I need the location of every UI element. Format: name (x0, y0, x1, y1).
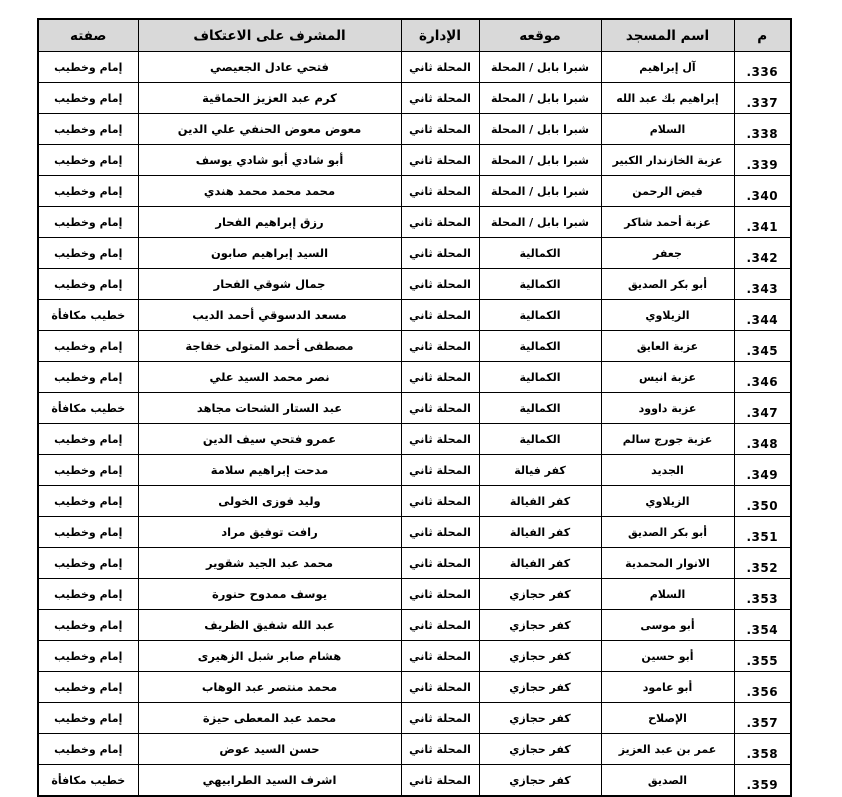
cell-mosque-name: الزيلاوي (601, 486, 734, 517)
cell-number: .341 (734, 207, 791, 238)
cell-role: إمام وخطيب (38, 331, 138, 362)
cell-location: شبرا بابل / المحلة (479, 52, 601, 83)
cell-location: الكمالية (479, 238, 601, 269)
cell-role: إمام وخطيب (38, 703, 138, 734)
cell-mosque-name: أبو حسين (601, 641, 734, 672)
table-row (38, 486, 791, 517)
cell-administration: المحلة ثاني (401, 145, 479, 176)
cell-administration: المحلة ثاني (401, 517, 479, 548)
cell-mosque-name: أبو موسى (601, 610, 734, 641)
table-row (38, 610, 791, 641)
column-header-mosque-name: اسم المسجد (601, 19, 734, 52)
cell-itikaf-supervisor: رافت توفيق مراد (138, 517, 401, 548)
mosques-table (37, 18, 792, 797)
cell-itikaf-supervisor: محمد عبد الجيد شقوير (138, 548, 401, 579)
cell-location: كفر حجازي (479, 765, 601, 797)
cell-mosque-name: أبو عامود (601, 672, 734, 703)
cell-role: إمام وخطيب (38, 52, 138, 83)
table-row (38, 455, 791, 486)
cell-itikaf-supervisor: رزق إبراهيم الفحار (138, 207, 401, 238)
cell-location: شبرا بابل / المحلة (479, 114, 601, 145)
cell-role: إمام وخطيب (38, 83, 138, 114)
cell-administration: المحلة ثاني (401, 765, 479, 797)
cell-role: إمام وخطيب (38, 672, 138, 703)
column-header-itikaf-supervisor: المشرف على الاعتكاف (138, 19, 401, 52)
table-row (38, 83, 791, 114)
cell-number: .339 (734, 145, 791, 176)
cell-itikaf-supervisor: عبد الله شفيق الظريف (138, 610, 401, 641)
cell-administration: المحلة ثاني (401, 269, 479, 300)
table-row (38, 300, 791, 331)
column-header-role: صفته (38, 19, 138, 52)
cell-role: إمام وخطيب (38, 176, 138, 207)
cell-location: الكمالية (479, 331, 601, 362)
cell-location: شبرا بابل / المحلة (479, 83, 601, 114)
cell-administration: المحلة ثاني (401, 114, 479, 145)
table-row (38, 765, 791, 797)
cell-role: إمام وخطيب (38, 424, 138, 455)
cell-role: إمام وخطيب (38, 269, 138, 300)
cell-number: .343 (734, 269, 791, 300)
table-row (38, 548, 791, 579)
cell-role: إمام وخطيب (38, 517, 138, 548)
cell-role: إمام وخطيب (38, 548, 138, 579)
cell-itikaf-supervisor: مسعد الدسوقي أحمد الديب (138, 300, 401, 331)
cell-number: .342 (734, 238, 791, 269)
cell-mosque-name: الزيلاوي (601, 300, 734, 331)
cell-location: الكمالية (479, 393, 601, 424)
cell-number: .346 (734, 362, 791, 393)
table-row (38, 269, 791, 300)
cell-administration: المحلة ثاني (401, 424, 479, 455)
cell-role: إمام وخطيب (38, 455, 138, 486)
cell-mosque-name: السلام (601, 114, 734, 145)
cell-itikaf-supervisor: محمد عبد المعطى حيزة (138, 703, 401, 734)
table-row (38, 176, 791, 207)
table-row (38, 734, 791, 765)
cell-number: .359 (734, 765, 791, 797)
cell-number: .338 (734, 114, 791, 145)
cell-mosque-name: الإصلاح (601, 703, 734, 734)
table-header-row (38, 19, 791, 52)
cell-itikaf-supervisor: نصر محمد السيد علي (138, 362, 401, 393)
cell-role: خطيب مكافأة (38, 393, 138, 424)
cell-administration: المحلة ثاني (401, 548, 479, 579)
cell-role: إمام وخطيب (38, 114, 138, 145)
cell-administration: المحلة ثاني (401, 579, 479, 610)
table-row (38, 672, 791, 703)
cell-administration: المحلة ثاني (401, 641, 479, 672)
cell-itikaf-supervisor: عمرو فتحي سيف الدين (138, 424, 401, 455)
cell-location: كفر حجازي (479, 610, 601, 641)
cell-mosque-name: الجديد (601, 455, 734, 486)
cell-number: .344 (734, 300, 791, 331)
cell-number: .340 (734, 176, 791, 207)
cell-itikaf-supervisor: جمال شوقي الفحار (138, 269, 401, 300)
cell-itikaf-supervisor: وليد فوزى الخولى (138, 486, 401, 517)
cell-itikaf-supervisor: مصطفى أحمد المتولى خفاجة (138, 331, 401, 362)
cell-number: .337 (734, 83, 791, 114)
cell-location: شبرا بابل / المحلة (479, 145, 601, 176)
table-row (38, 517, 791, 548)
cell-mosque-name: جعفر (601, 238, 734, 269)
cell-itikaf-supervisor: أبو شادي أبو شادي يوسف (138, 145, 401, 176)
cell-mosque-name: عزبة أحمد شاكر (601, 207, 734, 238)
cell-administration: المحلة ثاني (401, 393, 479, 424)
table-row (38, 207, 791, 238)
cell-number: .355 (734, 641, 791, 672)
cell-mosque-name: أبو بكر الصديق (601, 517, 734, 548)
cell-location: الكمالية (479, 424, 601, 455)
table-row (38, 114, 791, 145)
cell-administration: المحلة ثاني (401, 52, 479, 83)
cell-number: .351 (734, 517, 791, 548)
column-header-location: موقعه (479, 19, 601, 52)
table-row (38, 145, 791, 176)
cell-number: .336 (734, 52, 791, 83)
cell-itikaf-supervisor: حسن السيد عوض (138, 734, 401, 765)
cell-administration: المحلة ثاني (401, 176, 479, 207)
cell-itikaf-supervisor: عبد الستار الشحات مجاهد (138, 393, 401, 424)
cell-role: إمام وخطيب (38, 486, 138, 517)
cell-role: إمام وخطيب (38, 610, 138, 641)
cell-mosque-name: إبراهيم بك عبد الله (601, 83, 734, 114)
cell-number: .349 (734, 455, 791, 486)
cell-mosque-name: أبو بكر الصديق (601, 269, 734, 300)
cell-number: .358 (734, 734, 791, 765)
cell-administration: المحلة ثاني (401, 734, 479, 765)
cell-administration: المحلة ثاني (401, 300, 479, 331)
table-row (38, 393, 791, 424)
table-row (38, 238, 791, 269)
cell-itikaf-supervisor: محمد محمد محمد هندي (138, 176, 401, 207)
cell-itikaf-supervisor: معوض معوض الحنفي علي الدين (138, 114, 401, 145)
cell-role: خطيب مكافأة (38, 300, 138, 331)
cell-itikaf-supervisor: يوسف ممدوح حنورة (138, 579, 401, 610)
table-row (38, 331, 791, 362)
cell-role: إمام وخطيب (38, 238, 138, 269)
table-row (38, 52, 791, 83)
cell-itikaf-supervisor: كرم عبد العزيز الحماقية (138, 83, 401, 114)
cell-number: .357 (734, 703, 791, 734)
table-row (38, 362, 791, 393)
cell-number: .345 (734, 331, 791, 362)
cell-mosque-name: عزبة جورج سالم (601, 424, 734, 455)
cell-mosque-name: عزبة العايق (601, 331, 734, 362)
cell-mosque-name: عزبة الخازندار الكبير (601, 145, 734, 176)
cell-administration: المحلة ثاني (401, 207, 479, 238)
cell-mosque-name: فيض الرحمن (601, 176, 734, 207)
column-header-number: م (734, 19, 791, 52)
cell-location: كفر حجازي (479, 641, 601, 672)
cell-number: .356 (734, 672, 791, 703)
cell-location: الكمالية (479, 300, 601, 331)
cell-administration: المحلة ثاني (401, 610, 479, 641)
cell-number: .353 (734, 579, 791, 610)
cell-itikaf-supervisor: هشام صابر شبل الزهيرى (138, 641, 401, 672)
cell-location: كفر فيالة (479, 455, 601, 486)
cell-location: كفر حجازي (479, 703, 601, 734)
cell-mosque-name: عزبة داوود (601, 393, 734, 424)
cell-location: كفر الفيالة (479, 517, 601, 548)
table-row (38, 579, 791, 610)
cell-location: شبرا بابل / المحلة (479, 207, 601, 238)
cell-mosque-name: عزبة انيس (601, 362, 734, 393)
cell-location: كفر الفيالة (479, 548, 601, 579)
cell-number: .352 (734, 548, 791, 579)
cell-mosque-name: الصديق (601, 765, 734, 797)
cell-mosque-name: السلام (601, 579, 734, 610)
cell-location: كفر حجازي (479, 579, 601, 610)
cell-administration: المحلة ثاني (401, 455, 479, 486)
cell-itikaf-supervisor: محمد منتصر عبد الوهاب (138, 672, 401, 703)
cell-number: .347 (734, 393, 791, 424)
cell-role: إمام وخطيب (38, 145, 138, 176)
cell-administration: المحلة ثاني (401, 238, 479, 269)
cell-administration: المحلة ثاني (401, 331, 479, 362)
cell-role: خطيب مكافأة (38, 765, 138, 797)
cell-itikaf-supervisor: فتحي عادل الجعيصي (138, 52, 401, 83)
cell-mosque-name: الانوار المحمدية (601, 548, 734, 579)
cell-number: .348 (734, 424, 791, 455)
cell-mosque-name: آل إبراهيم (601, 52, 734, 83)
cell-location: شبرا بابل / المحلة (479, 176, 601, 207)
cell-administration: المحلة ثاني (401, 703, 479, 734)
cell-administration: المحلة ثاني (401, 362, 479, 393)
cell-role: إمام وخطيب (38, 641, 138, 672)
cell-itikaf-supervisor: مدحت إبراهيم سلامة (138, 455, 401, 486)
cell-administration: المحلة ثاني (401, 672, 479, 703)
cell-administration: المحلة ثاني (401, 486, 479, 517)
cell-location: الكمالية (479, 362, 601, 393)
table-row (38, 424, 791, 455)
cell-number: .354 (734, 610, 791, 641)
cell-location: كفر حجازي (479, 734, 601, 765)
cell-number: .350 (734, 486, 791, 517)
cell-location: كفر الفيالة (479, 486, 601, 517)
cell-location: كفر حجازي (479, 672, 601, 703)
table-row (38, 703, 791, 734)
cell-administration: المحلة ثاني (401, 83, 479, 114)
cell-mosque-name: عمر بن عبد العزيز (601, 734, 734, 765)
column-header-administration: الإدارة (401, 19, 479, 52)
cell-location: الكمالية (479, 269, 601, 300)
cell-role: إمام وخطيب (38, 734, 138, 765)
cell-itikaf-supervisor: السيد إبراهيم صابون (138, 238, 401, 269)
cell-itikaf-supervisor: اشرف السيد الطرابيهي (138, 765, 401, 797)
cell-role: إمام وخطيب (38, 579, 138, 610)
cell-role: إمام وخطيب (38, 207, 138, 238)
table-body (38, 52, 791, 797)
cell-role: إمام وخطيب (38, 362, 138, 393)
table-row (38, 641, 791, 672)
